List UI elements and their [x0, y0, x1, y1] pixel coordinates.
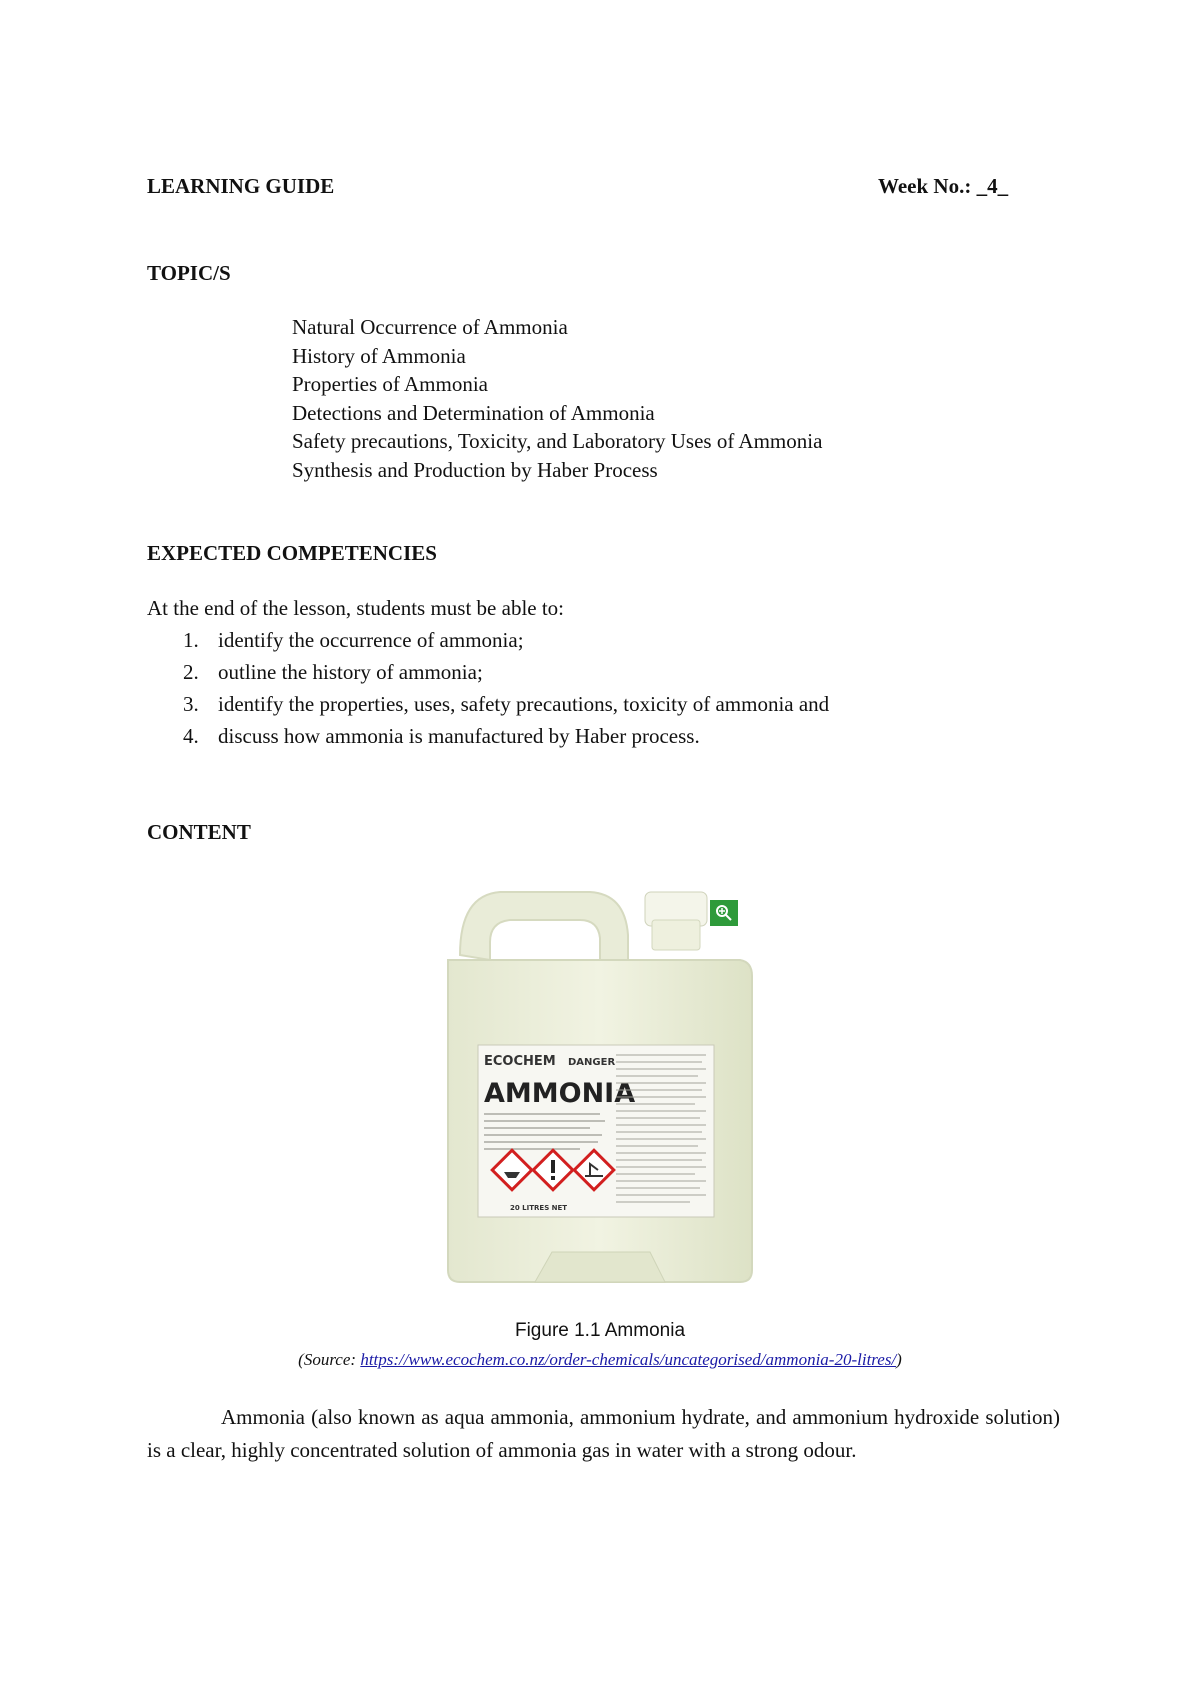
topic-list: [292, 313, 822, 484]
figure-caption: Figure 1.1 Ammonia: [514, 1320, 686, 1341]
competencies-intro: At the end of the lesson, students must be able to:: [147, 596, 565, 620]
competency-item: [147, 624, 829, 656]
label-brand: ECOCHEM: [484, 1054, 556, 1069]
competency-item: [147, 688, 829, 720]
guide-title: LEARNING GUIDE: [147, 174, 335, 198]
source-prefix: (Source:: [298, 1350, 361, 1369]
label-warning: DANGER: [568, 1057, 616, 1068]
competency-item: [147, 656, 829, 688]
figure-source: [0, 1350, 1200, 1370]
topic-item: Properties of Ammonia: [292, 372, 488, 396]
topic-item: Natural Occurrence of Ammonia: [292, 315, 568, 339]
zoom-in-icon[interactable]: [710, 900, 738, 926]
competency-number: 3.: [183, 692, 199, 716]
competencies-heading: EXPECTED COMPETENCIES: [147, 541, 437, 565]
label-volume: 20 LITRES NET: [510, 1204, 568, 1212]
ammonia-container-drawing: [440, 880, 760, 1310]
competency-text: identify the properties, uses, safety precautions, toxicity of ammonia and: [218, 692, 830, 716]
competency-number: 2.: [183, 660, 199, 684]
source-suffix: ): [896, 1350, 902, 1369]
content-heading: CONTENT: [147, 820, 251, 844]
paragraph-text: Ammonia (also known as aqua ammonia, ammonium hydrate, and ammonium hydroxide solution) is a clear, highly concentrated solution of ammonia gas in water with a strong odour.: [147, 1405, 1060, 1462]
competency-text: outline the history of ammonia;: [218, 660, 483, 684]
competency-item: [147, 720, 829, 752]
topic-item: Safety precautions, Toxicity, and Laboratory Uses of Ammonia: [292, 429, 823, 453]
topics-heading: TOPIC/S: [147, 261, 231, 285]
ammonia-container-image: [440, 880, 760, 1310]
label-product: AMMONIA: [484, 1078, 636, 1109]
competency-list: [147, 624, 829, 752]
competency-text: discuss how ammonia is manufactured by Haber process.: [218, 724, 700, 748]
competency-text: identify the occurrence of ammonia;: [218, 628, 524, 652]
topic-item: Detections and Determination of Ammonia: [292, 400, 655, 425]
ammonia-paragraph: [147, 1401, 1060, 1467]
topic-item: Synthesis and Production by Haber Process: [292, 457, 658, 482]
competency-number: 1.: [183, 628, 199, 652]
competency-number: 4.: [183, 724, 199, 748]
topic-item: History of Ammonia: [292, 343, 466, 368]
source-link[interactable]: https://www.ecochem.co.nz/order-chemicals/uncategorised/ammonia-20-litres/: [360, 1350, 897, 1369]
week-number: Week No.: _4_: [878, 174, 1009, 198]
